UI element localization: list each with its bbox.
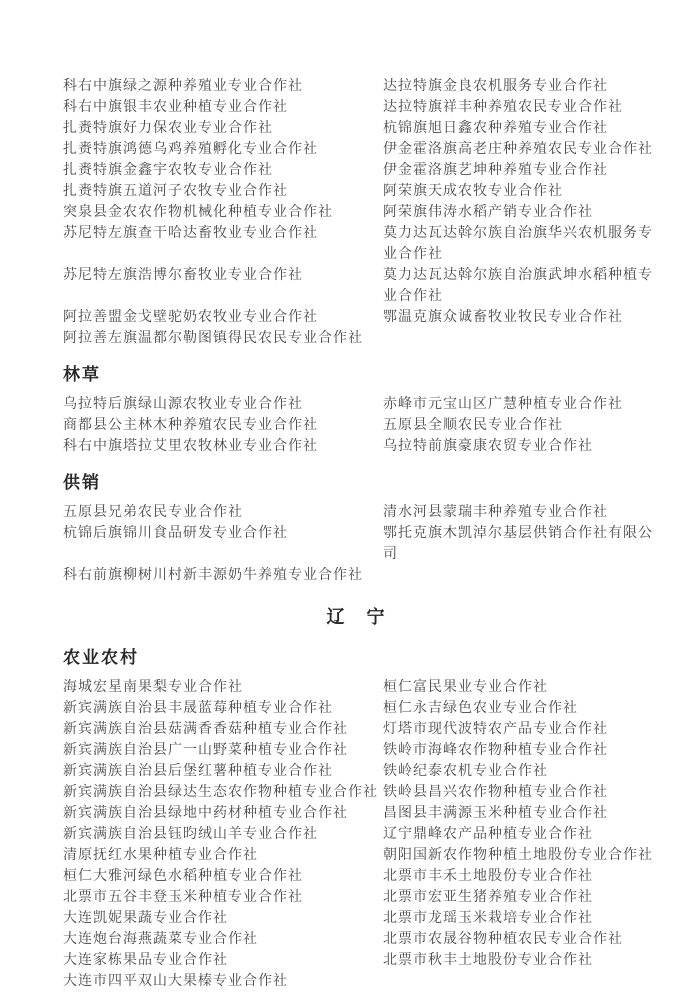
table-row <box>63 845 662 866</box>
coop-name-cell: 商都县公主林木种养殖农民专业合作社 <box>63 418 318 433</box>
table-row <box>63 328 662 349</box>
cooperative-directory <box>63 76 662 992</box>
linacao-list <box>63 394 662 457</box>
coop-name-cell: 昌图县丰满源玉米种植专业合作社 <box>383 806 608 821</box>
coop-name-cell: 科右中旗银丰农业种植专业合作社 <box>63 100 288 115</box>
gongxiao-list <box>63 502 662 586</box>
coop-name-cell: 桓仁永吉绿色农业专业合作社 <box>383 701 578 716</box>
coop-name-cell: 鄂温克旗众诚畜牧业牧民专业合作社 <box>383 310 623 325</box>
coop-name-cell: 伊金霍洛旗高老庄种养殖农民专业合作社 <box>383 142 653 157</box>
table-row <box>63 719 662 740</box>
coop-name-cell: 科右前旗柳树川村新丰源奶牛养殖专业合作社 <box>63 568 363 583</box>
coop-name-cell: 灯塔市现代波特农产品专业合作社 <box>383 722 608 737</box>
table-row <box>63 866 662 887</box>
coop-name-cell: 苏尼特左旗浩博尔畜牧业专业合作社 <box>63 268 303 283</box>
coop-name-cell: 清水河县蒙瑞丰种养殖专业合作社 <box>383 505 608 520</box>
coop-name-cell: 桓仁大雅河绿色水稻种植专业合作社 <box>63 869 303 884</box>
coop-name-cell: 大连市四平双山大果榛专业合作社 <box>63 974 288 989</box>
table-row <box>63 223 662 265</box>
coop-name-cell: 阿荣旗伟涛水稻产销专业合作社 <box>383 205 593 220</box>
table-row <box>63 950 662 971</box>
coop-name-cell: 桓仁富民果业专业合作社 <box>383 680 548 695</box>
coop-name-cell: 乌拉特后旗绿山源农牧业专业合作社 <box>63 397 303 412</box>
coop-name-cell: 鄂托克旗木凯淖尔基层供销合作社有限公司 <box>383 526 653 562</box>
coop-name-cell: 新宾满族自治县绿达生态农作物种植专业合作社 <box>63 785 378 800</box>
coop-name-cell: 北票市宏亚生猪养殖专业合作社 <box>383 890 593 905</box>
table-row <box>63 76 662 97</box>
province-liaoning: 辽 宁 <box>326 607 387 627</box>
table-row <box>63 265 662 307</box>
coop-name-cell: 新宾满族自治县绿地中药材种植专业合作社 <box>63 806 348 821</box>
coop-name-cell: 五原县全顺农民专业合作社 <box>383 418 563 433</box>
table-row <box>63 118 662 139</box>
coop-name-cell: 扎赉特旗金鑫宇农牧专业合作社 <box>63 163 273 178</box>
coop-name-cell: 新宾满族自治县广一山野菜种植专业合作社 <box>63 743 348 758</box>
coop-name-cell: 突泉县金农农作物机械化种植专业合作社 <box>63 205 333 220</box>
coop-name-cell: 新宾满族自治县丰晟蓝莓种植专业合作社 <box>63 701 333 716</box>
table-row <box>63 394 662 415</box>
table-row <box>63 740 662 761</box>
section-linacao: 林草 <box>63 365 101 384</box>
coop-name-cell: 阿荣旗天成农牧专业合作社 <box>383 184 563 199</box>
coop-name-cell: 北票市龙瑶玉米栽培专业合作社 <box>383 911 593 926</box>
coop-name-cell: 朝阳国新农作物种植土地股份专业合作社 <box>383 848 653 863</box>
table-row <box>63 502 662 523</box>
coop-name-cell: 铁岭县昌兴农作物种植专业合作社 <box>383 785 608 800</box>
coop-name-cell: 大连家栋果品专业合作社 <box>63 953 228 968</box>
coop-name-cell: 扎赉特旗好力保农业专业合作社 <box>63 121 273 136</box>
coop-name-cell: 新宾满族自治县钰昀绒山羊专业合作社 <box>63 827 318 842</box>
table-row <box>63 761 662 782</box>
coop-name-cell: 海城宏星南果梨专业合作社 <box>63 680 243 695</box>
coop-name-cell: 阿拉善盟金戈壁驼奶农牧业专业合作社 <box>63 310 318 325</box>
table-row <box>63 436 662 457</box>
table-row <box>63 677 662 698</box>
coop-name-cell: 科右中旗绿之源种养殖业专业合作社 <box>63 79 303 94</box>
coop-name-cell: 铁岭市海峰农作物种植专业合作社 <box>383 743 608 758</box>
coop-name-cell: 新宾满族自治县菇满香香菇种植专业合作社 <box>63 722 348 737</box>
coop-name-cell: 达拉特旗金良农机服务专业合作社 <box>383 79 608 94</box>
table-row <box>63 139 662 160</box>
coop-name-cell: 阿拉善左旗温都尔勒图镇得民农民专业合作社 <box>63 331 363 346</box>
coop-name-cell: 新宾满族自治县后堡红薯种植专业合作社 <box>63 764 333 779</box>
section-gongxiao: 供销 <box>63 473 101 492</box>
coop-name-cell: 杭锦后旗锦川食品研发专业合作社 <box>63 526 288 541</box>
coop-name-cell: 北票市五谷丰登玉米种植专业合作社 <box>63 890 303 905</box>
coop-name-cell: 赤峰市元宝山区广慧种植专业合作社 <box>383 397 623 412</box>
coop-name-cell: 伊金霍洛旗艺坤种养殖专业合作社 <box>383 163 608 178</box>
neimenggu-continued-list <box>63 76 662 349</box>
coop-name-cell: 五原县兄弟农民专业合作社 <box>63 505 243 520</box>
table-row <box>63 908 662 929</box>
coop-name-cell: 苏尼特左旗查干哈达畜牧业专业合作社 <box>63 226 318 241</box>
table-row <box>63 971 662 992</box>
table-row <box>63 565 662 586</box>
table-row <box>63 782 662 803</box>
table-row <box>63 97 662 118</box>
table-row <box>63 202 662 223</box>
section-nongyenongcun: 农业农村 <box>63 648 139 667</box>
coop-name-cell: 铁岭纪泰农机专业合作社 <box>383 764 548 779</box>
coop-name-cell: 达拉特旗祥丰种养殖农民专业合作社 <box>383 100 623 115</box>
coop-name-cell: 北票市丰禾土地股份专业合作社 <box>383 869 593 884</box>
coop-name-cell: 扎赉特旗五道河子农牧专业合作社 <box>63 184 288 199</box>
table-row <box>63 929 662 950</box>
coop-name-cell: 北票市秋丰土地股份专业合作社 <box>383 953 593 968</box>
coop-name-cell: 杭锦旗旭日鑫农种养殖专业合作社 <box>383 121 608 136</box>
table-row <box>63 698 662 719</box>
coop-name-cell: 莫力达瓦达斡尔族自治旗武坤水稻种植专业合作社 <box>383 268 653 304</box>
coop-name-cell: 乌拉特前旗豪康农贸专业合作社 <box>383 439 593 454</box>
table-row <box>63 307 662 328</box>
coop-name-cell: 北票市农晟谷物种植农民专业合作社 <box>383 932 623 947</box>
table-row <box>63 415 662 436</box>
coop-name-cell: 大连凯妮果蔬专业合作社 <box>63 911 228 926</box>
table-row <box>63 160 662 181</box>
coop-name-cell: 清原抚红水果种植专业合作社 <box>63 848 258 863</box>
coop-name-cell: 大连炮台海燕蔬菜专业合作社 <box>63 932 258 947</box>
table-row <box>63 181 662 202</box>
nongyenongcun-list <box>63 677 662 992</box>
table-row <box>63 824 662 845</box>
coop-name-cell: 莫力达瓦达斡尔族自治旗华兴农机服务专业合作社 <box>383 226 653 262</box>
table-row <box>63 887 662 908</box>
coop-name-cell: 科右中旗塔拉艾里农牧林业专业合作社 <box>63 439 318 454</box>
coop-name-cell: 辽宁鼎峰农产品种植专业合作社 <box>383 827 593 842</box>
coop-name-cell: 扎赉特旗鸿德乌鸡养殖孵化专业合作社 <box>63 142 318 157</box>
table-row <box>63 523 662 565</box>
table-row <box>63 803 662 824</box>
